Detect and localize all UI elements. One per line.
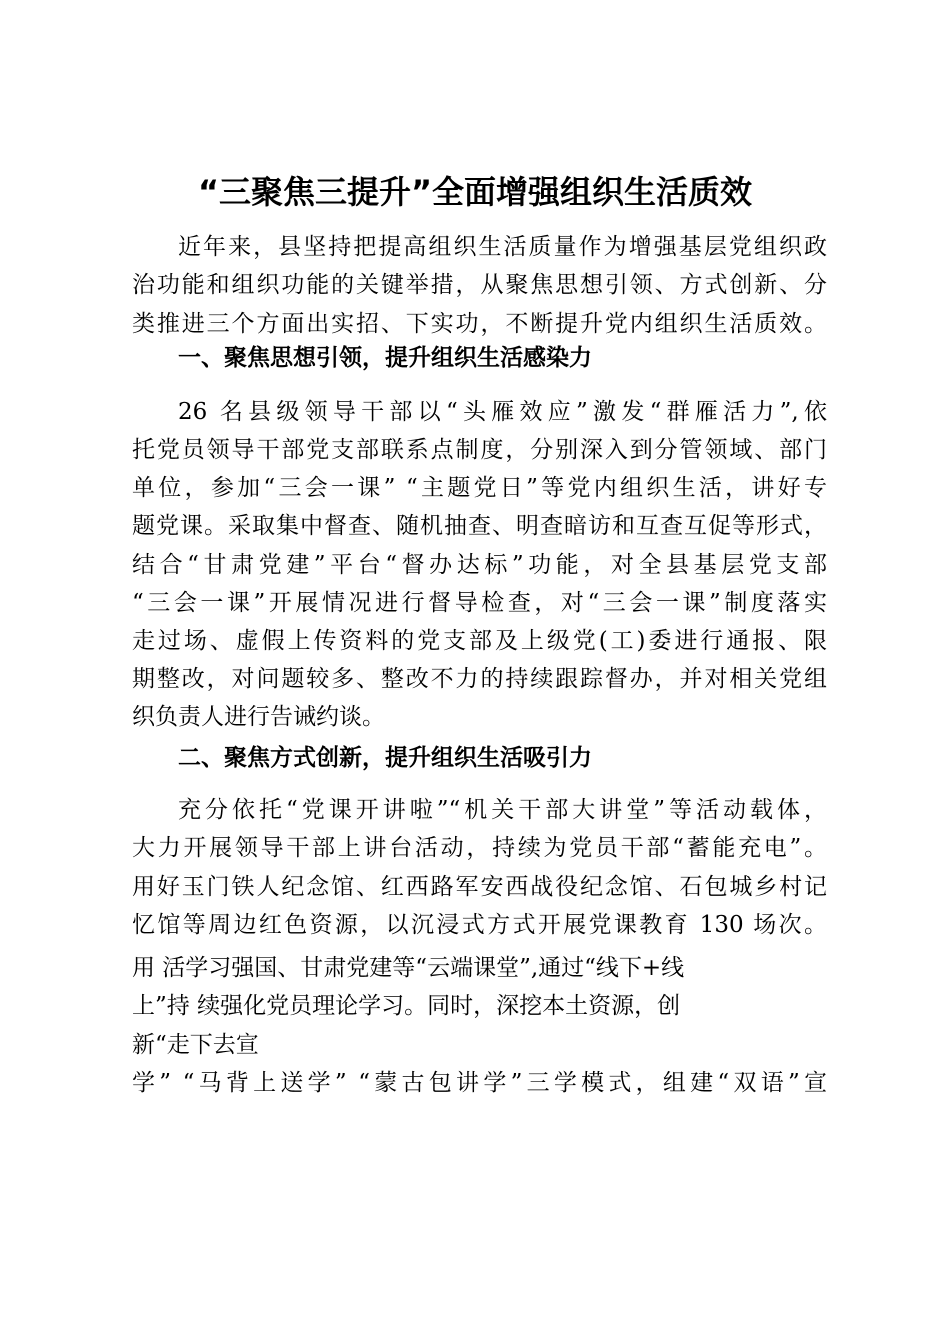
paragraph-line: “三会一课”开展情况进行督导检查，对“三会一课”制度落实	[132, 590, 827, 616]
paragraph-line: 单位，参加“三会一课” “主题党日”等党内组织生活，讲好专	[132, 475, 827, 501]
paragraph-line: 题党课。采取集中督查、随机抽查、明查暗访和互查互促等形式，	[132, 513, 827, 539]
paragraph-line: 26 名县级领导干部以“头雁效应”激发“群雁活力”,依	[178, 399, 827, 425]
intro-line: 治功能和组织功能的关键举措，从聚焦思想引领、方式创新、分	[132, 272, 827, 298]
paragraph-line: 大力开展领导干部上讲台活动，持续为党员干部“蓄能充电”。	[132, 835, 827, 861]
section-heading-1: 一、聚焦思想引领，提升组织生活感染力	[178, 345, 592, 371]
paragraph-line: 新“走下去宣	[132, 1032, 259, 1058]
intro-line: 类推进三个方面出实招、下实功，不断提升党内组织生活质效。	[132, 311, 827, 337]
paragraph-line: 用好玉门铁人纪念馆、红西路军安西战役纪念馆、石包城乡村记	[132, 874, 827, 900]
intro-line: 近年来，县坚持把提高组织生活质量作为增强基层党组织政	[178, 234, 827, 260]
paragraph-line: 学” “马背上送学” “蒙古包讲学”三学模式，组建“双语”宣	[132, 1070, 827, 1096]
paragraph-line: 期整改，对问题较多、整改不力的持续跟踪督办，并对相关党组	[132, 666, 827, 692]
paragraph-line: 用 活学习强国、甘肃党建等“云端课堂”,通过“线下+线	[132, 955, 685, 981]
paragraph-line: 托党员领导干部党支部联系点制度，分别深入到分管领域、部门	[132, 437, 827, 463]
paragraph-line: 忆馆等周边红色资源，以沉浸式方式开展党课教育 130 场次。	[132, 912, 827, 938]
paragraph-line: 织负责人进行告诫约谈。	[132, 704, 385, 730]
paragraph-line: 走过场、虚假上传资料的党支部及上级党(工)委进行通报、限	[132, 628, 827, 654]
paragraph-line: 上”持 续强化党员理论学习。同时，深挖本土资源，创	[132, 993, 681, 1019]
paragraph-line: 结合“甘肃党建”平台“督办达标”功能，对全县基层党支部	[132, 552, 827, 578]
section-heading-2: 二、聚焦方式创新，提升组织生活吸引力	[178, 745, 592, 771]
paragraph-line: 充分依托“党课开讲啦”“机关干部大讲堂”等活动载体，	[178, 797, 827, 823]
page-title: “三聚焦三提升”全面增强组织生活质效	[197, 173, 753, 211]
